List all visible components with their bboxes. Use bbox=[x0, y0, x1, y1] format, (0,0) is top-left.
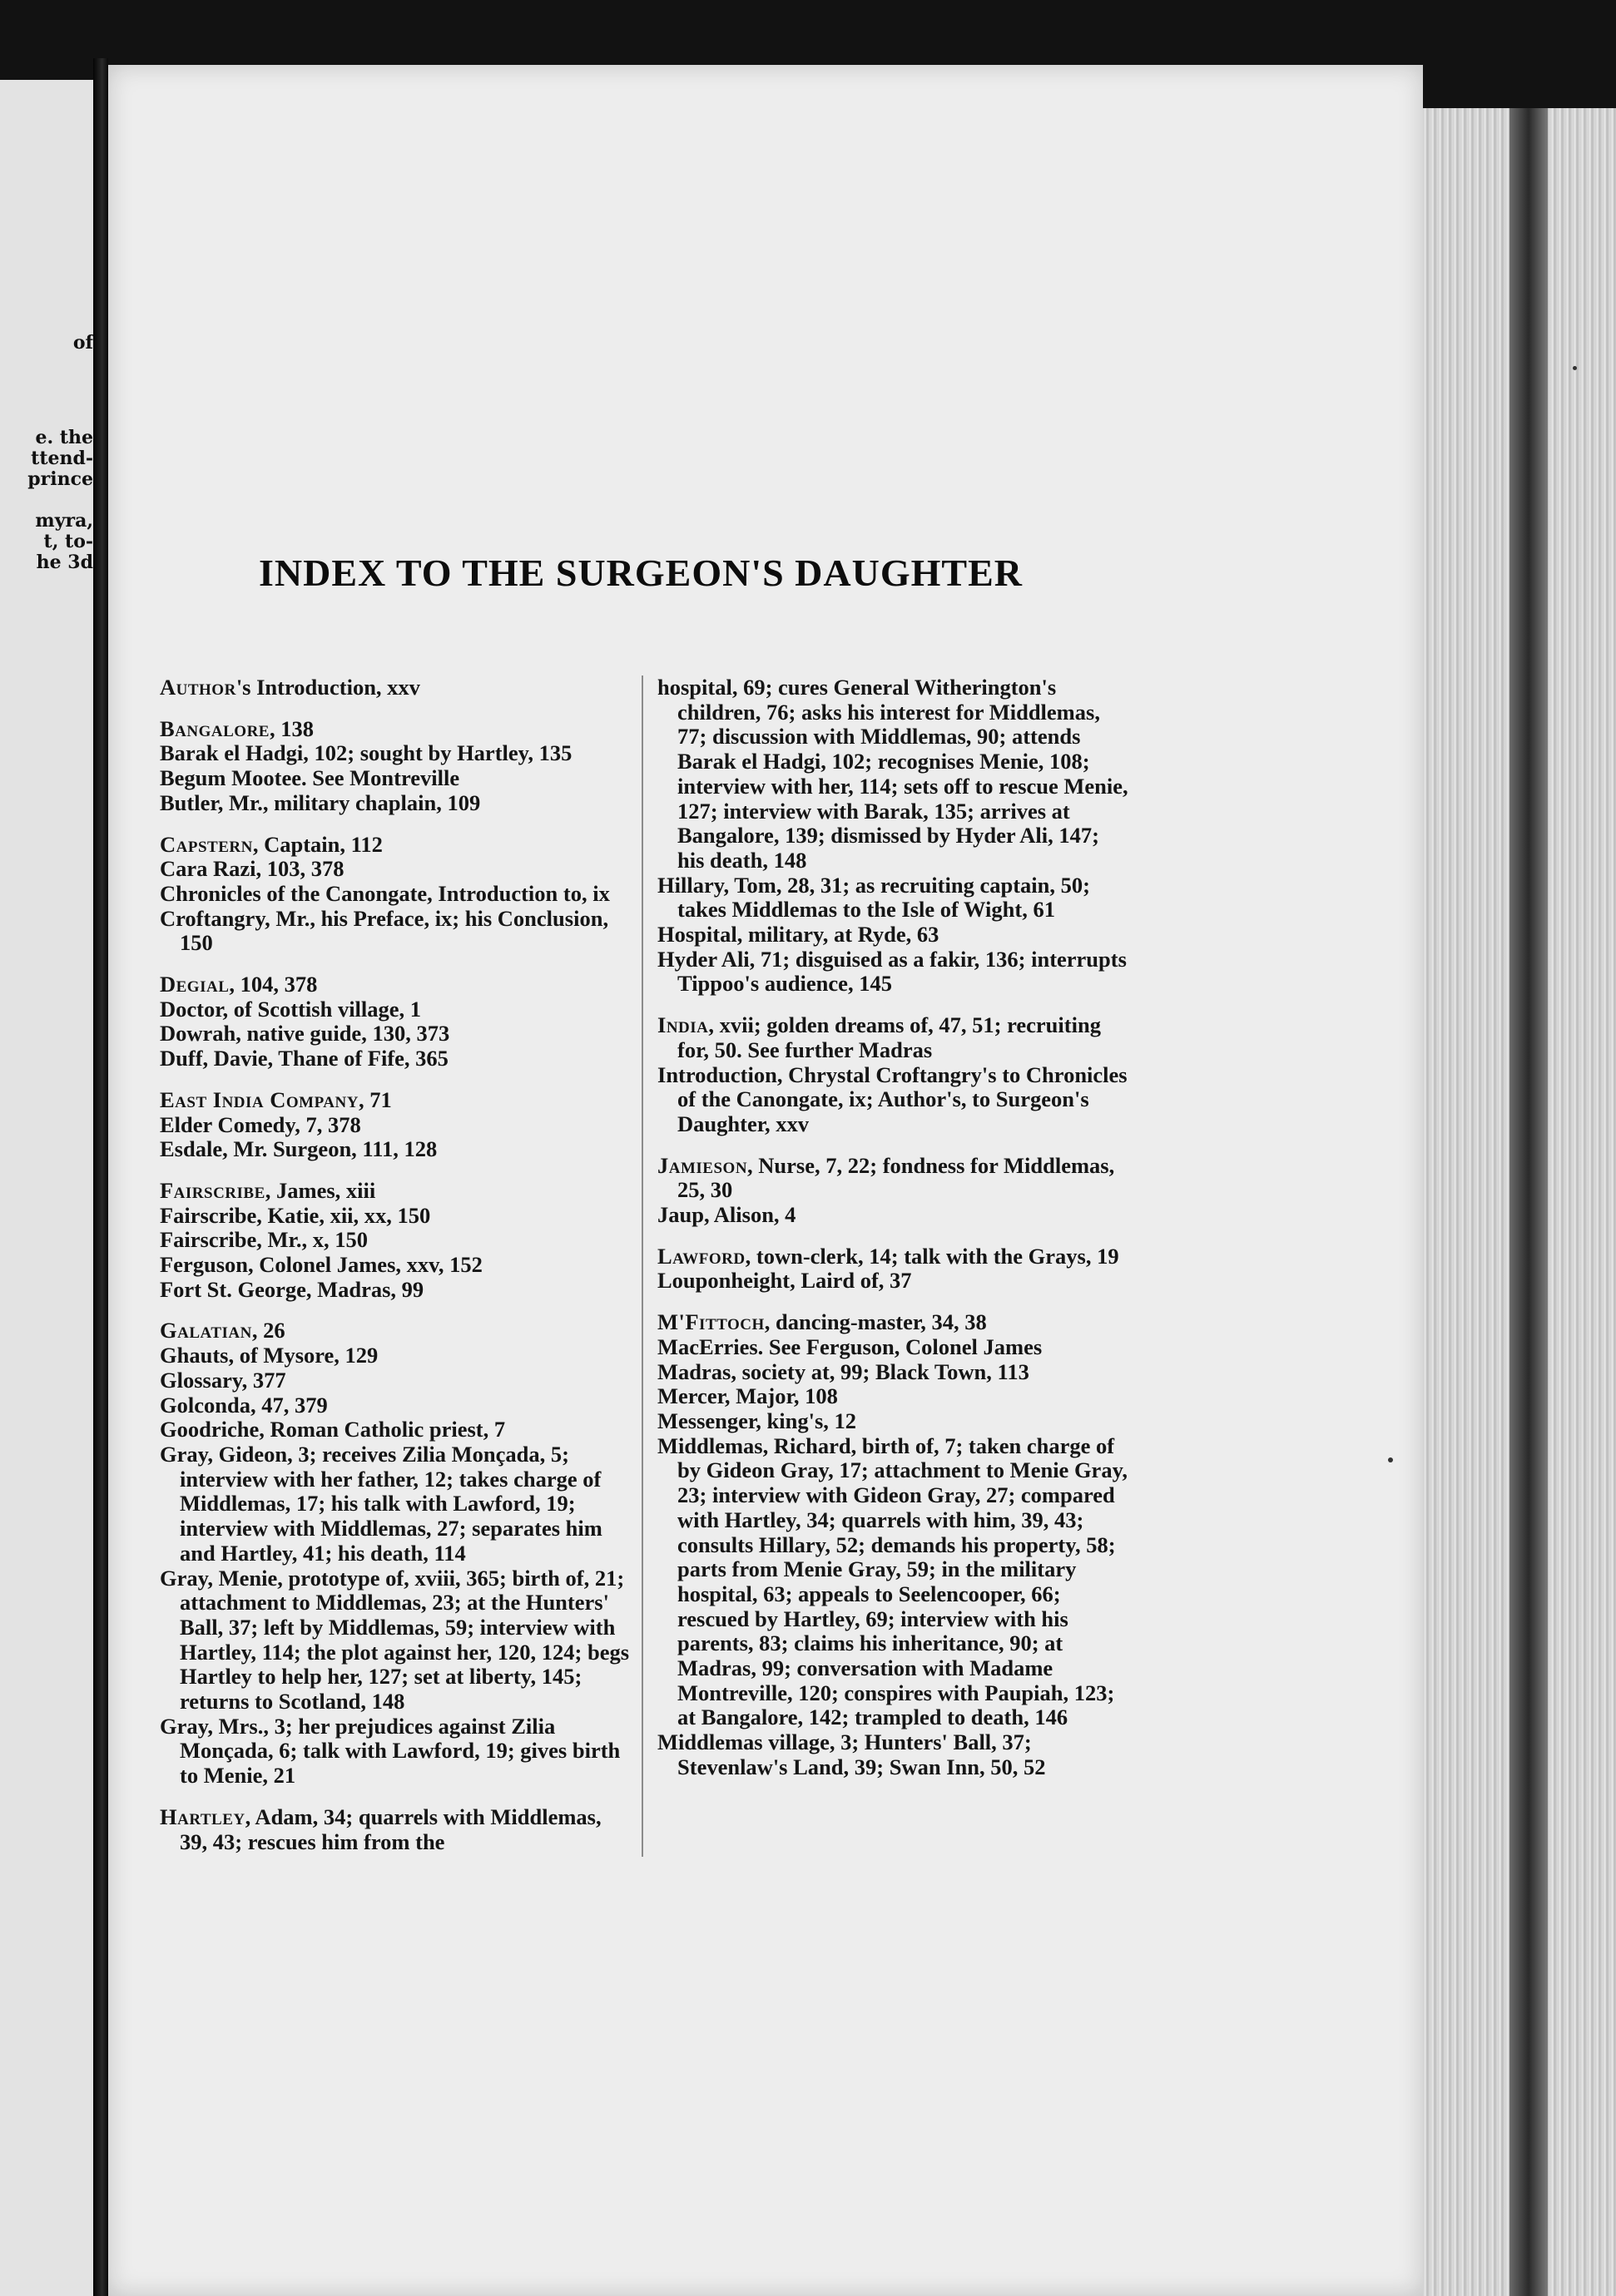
index-entry bbox=[657, 1409, 1128, 1434]
index-entry bbox=[160, 907, 634, 956]
index-entry bbox=[160, 1179, 634, 1204]
index-column-right bbox=[657, 675, 1128, 1797]
index-entry-text: Cara Razi, 103, 378 bbox=[160, 856, 345, 882]
index-entry-text: , 26 bbox=[251, 1318, 285, 1343]
index-entry bbox=[160, 1047, 634, 1071]
index-entry-head: Lawford bbox=[657, 1243, 746, 1269]
index-entry bbox=[160, 882, 634, 907]
index-entry-head: India bbox=[657, 1012, 709, 1038]
index-entry bbox=[160, 972, 634, 997]
index-entry bbox=[657, 1434, 1128, 1730]
index-entry-text: Messenger, king's, 12 bbox=[657, 1408, 857, 1433]
index-entry-text: hospital, 69; cures General Witherington's children, 76; asks his interest for Middlemas, 77; discussion with Middlemas, 90; attends Barak el Hadgi, 102; recognises Menie, 108; interview with her, 114; sets off to rescue Menie, 127; interview with Barak, 135; arrives at Bangalore, 139; dismissed by Hyder Ali, 147; his death, 148 bbox=[657, 675, 1128, 873]
index-entry-text: Louponheight, Laird of, 37 bbox=[657, 1268, 912, 1294]
index-entry-text: , xvii; golden dreams of, 47, 51; recruiting for, 50. See further Madras bbox=[677, 1012, 1101, 1062]
index-letter-group bbox=[657, 1154, 1128, 1228]
index-entry bbox=[657, 1063, 1128, 1137]
index-letter-group bbox=[160, 1319, 634, 1788]
left-page-fragment: myra, bbox=[35, 510, 93, 532]
index-entry-text: Duff, Davie, Thane of Fife, 365 bbox=[160, 1046, 449, 1071]
index-entry bbox=[657, 1203, 1128, 1228]
index-entry-text: Fort St. George, Madras, 99 bbox=[160, 1276, 424, 1302]
index-entry bbox=[657, 873, 1128, 923]
index-entry-text: Introduction, Chrystal Croftangry's to Chronicles of the Canongate, ix; Author's, to Surgeon's Daughter, xxv bbox=[657, 1061, 1128, 1136]
left-page-fragment: e. the bbox=[35, 427, 93, 448]
index-entry bbox=[657, 923, 1128, 948]
index-entry-text: , dancing-master, 34, 38 bbox=[764, 1309, 987, 1335]
index-letter-group bbox=[657, 1310, 1128, 1779]
index-entry bbox=[160, 1715, 634, 1789]
index-entry-head: Jamieson bbox=[657, 1152, 748, 1178]
index-letter-group bbox=[160, 675, 634, 700]
index-entry-text: Fairscribe, Mr., x, 150 bbox=[160, 1227, 368, 1253]
index-entry bbox=[160, 766, 634, 791]
index-entry bbox=[160, 1319, 634, 1343]
page-title: INDEX TO THE SURGEON'S DAUGHTER bbox=[258, 552, 1023, 594]
index-entry-text: , town-clerk, 14; talk with the Grays, 19 bbox=[745, 1243, 1119, 1269]
index-entry bbox=[657, 1384, 1128, 1409]
index-entry-head: Galatian bbox=[160, 1318, 252, 1343]
index-entry bbox=[657, 948, 1128, 997]
speck bbox=[1388, 1457, 1393, 1462]
index-entry-text: Dowrah, native guide, 130, 373 bbox=[160, 1021, 450, 1047]
index-entry bbox=[160, 1343, 634, 1368]
index-entry-text: Hillary, Tom, 28, 31; as recruiting captain, 50; takes Middlemas to the Isle of Wight, 61 bbox=[657, 872, 1090, 923]
index-letter-group bbox=[657, 1244, 1128, 1294]
index-letter-group bbox=[160, 1179, 634, 1303]
index-entry-text: Madras, society at, 99; Black Town, 113 bbox=[657, 1358, 1029, 1384]
index-entry-text: Middlemas village, 3; Hunters' Ball, 37; Stevenlaw's Land, 39; Swan Inn, 50, 52 bbox=[657, 1729, 1046, 1779]
index-entry-text: Gray, Menie, prototype of, xviii, 365; birth of, 21; attachment to Middlemas, 23; at the Hunters' Ball, 37; left by Middlemas, 59; interview with Hartley, 114; the plot against her, 120, 124; begs Hartley to help her, 127; set at liberty, 145; returns to Scotland, 148 bbox=[160, 1565, 630, 1715]
speck bbox=[1573, 366, 1577, 370]
index-entry-text: Gray, Gideon, 3; receives Zilia Monçada, 5; interview with her father, 12; takes charge of Middlemas, 17; his talk with Lawford, 19; interview with Middlemas, 27; separates him and Hartley, 41; his death, 114 bbox=[160, 1441, 602, 1566]
index-entry bbox=[657, 1310, 1128, 1335]
index-entry-text: Hospital, military, at Ryde, 63 bbox=[657, 922, 939, 948]
index-entry bbox=[160, 791, 634, 816]
index-entry-head: Capstern bbox=[160, 831, 253, 857]
index-entry bbox=[160, 1442, 634, 1566]
index-entry bbox=[160, 1393, 634, 1418]
index-entry bbox=[160, 1113, 634, 1138]
index-entry bbox=[160, 1805, 634, 1854]
index-entry-text: Croftangry, Mr., his Preface, ix; his Conclusion, 150 bbox=[160, 905, 609, 956]
index-entry-text: Glossary, 377 bbox=[160, 1367, 286, 1393]
left-page-fragment: prince bbox=[27, 468, 93, 490]
index-entry bbox=[160, 833, 634, 858]
index-entry-text: Esdale, Mr. Surgeon, 111, 128 bbox=[160, 1136, 438, 1162]
right-page-edges bbox=[1423, 108, 1616, 2296]
index-entry bbox=[160, 857, 634, 882]
index-entry-text: Middlemas, Richard, birth of, 7; taken charge of by Gideon Gray, 17; attachment to Menie Gray, 23; interview with Gideon Gray, 27; compared with Hartley, 34; quarrels with him, 39, 43; consults Hillary, 52; demands his property, 58; parts from Menie Gray, 59; in the military hospital, 63; appeals to Seelencooper, 66; rescued by Hartley, 69; interview with his parents, 83; claims his inheritance, 90; at Madras, 99; conversation with Madame Montreville, 120; conspires with Paupiah, 123; at Bangalore, 142; trampled to death, 146 bbox=[657, 1433, 1128, 1730]
index-entry-text: Doctor, of Scottish village, 1 bbox=[160, 996, 422, 1022]
index-entry bbox=[160, 1022, 634, 1047]
index-entry bbox=[657, 1269, 1128, 1294]
index-entry-head: Fairscribe bbox=[160, 1177, 265, 1203]
index-entry-text: , Adam, 34; quarrels with Middlemas, 39, 43; rescues him from the bbox=[180, 1804, 602, 1854]
index-entry bbox=[160, 997, 634, 1022]
left-page-fragment: he 3d bbox=[36, 552, 93, 573]
index-entry bbox=[160, 1418, 634, 1442]
index-column-left bbox=[160, 675, 634, 1871]
index-letter-group bbox=[160, 972, 634, 1071]
index-entry bbox=[657, 1360, 1128, 1385]
index-entry bbox=[160, 1278, 634, 1303]
book-gutter bbox=[93, 58, 108, 2296]
index-entry bbox=[657, 1154, 1128, 1203]
index-entry-text: Jaup, Alison, 4 bbox=[657, 1202, 796, 1228]
index-entry-head: Bangalore bbox=[160, 715, 270, 741]
index-entry-text: , 138 bbox=[269, 715, 314, 741]
index-entry-text: , 104, 378 bbox=[229, 972, 318, 997]
left-page-edge bbox=[0, 80, 93, 2296]
index-entry-text: Ferguson, Colonel James, xxv, 152 bbox=[160, 1252, 483, 1278]
index-entry-text: , 71 bbox=[358, 1086, 392, 1112]
index-entry bbox=[160, 1228, 634, 1253]
index-letter-group bbox=[657, 675, 1128, 997]
index-entry bbox=[657, 1244, 1128, 1269]
index-entry-head: Hartley bbox=[160, 1804, 245, 1829]
left-page-fragment: ttend- bbox=[31, 448, 93, 469]
index-entry-text: , Captain, 112 bbox=[252, 831, 383, 857]
index-entry-text: Barak el Hadgi, 102; sought by Hartley, 135 bbox=[160, 740, 573, 766]
index-entry bbox=[160, 1088, 634, 1113]
index-letter-group bbox=[160, 1805, 634, 1854]
index-entry bbox=[160, 1566, 634, 1715]
index-entry bbox=[657, 1013, 1128, 1062]
index-letter-group bbox=[657, 1013, 1128, 1137]
index-entry-text: , James, xiii bbox=[265, 1177, 376, 1203]
column-divider bbox=[642, 675, 643, 1857]
index-entry-text: , Nurse, 7, 22; fondness for Middlemas, 25, 30 bbox=[677, 1152, 1115, 1203]
index-entry-text: Golconda, 47, 379 bbox=[160, 1392, 328, 1418]
index-entry bbox=[160, 1253, 634, 1278]
index-letter-group bbox=[160, 833, 634, 957]
index-entry-head: M'Fittoch bbox=[657, 1309, 765, 1335]
index-entry-text: Chronicles of the Canongate, Introduction to, ix bbox=[160, 880, 610, 906]
index-entry-text: MacErries. See Ferguson, Colonel James bbox=[657, 1334, 1043, 1359]
index-entry-head: East India Company bbox=[160, 1086, 359, 1112]
index-entry bbox=[657, 675, 1128, 873]
index-entry bbox=[657, 1335, 1128, 1360]
index-entry-text: Butler, Mr., military chaplain, 109 bbox=[160, 789, 481, 815]
index-entry-text: Goodriche, Roman Catholic priest, 7 bbox=[160, 1417, 506, 1442]
left-page-fragment: of bbox=[72, 332, 93, 354]
index-entry bbox=[160, 1368, 634, 1393]
index-entry-text: 's Introduction, xxv bbox=[235, 675, 420, 700]
index-entry-text: Mercer, Major, 108 bbox=[657, 1383, 838, 1409]
index-entry-text: Gray, Mrs., 3; her prejudices against Zilia Monçada, 6; talk with Lawford, 19; gives birth to Menie, 21 bbox=[160, 1713, 621, 1789]
index-entry bbox=[657, 1730, 1128, 1779]
index-entry bbox=[160, 675, 634, 700]
left-page-fragment: t, to- bbox=[43, 531, 93, 552]
index-entry bbox=[160, 741, 634, 766]
index-entry bbox=[160, 717, 634, 742]
index-entry-text: Fairscribe, Katie, xii, xx, 150 bbox=[160, 1202, 431, 1228]
index-entry bbox=[160, 1204, 634, 1229]
index-entry-text: Begum Mootee. See Montreville bbox=[160, 765, 460, 791]
binding-shadow bbox=[1509, 108, 1548, 2296]
index-letter-group bbox=[160, 717, 634, 816]
index-entry-text: Elder Comedy, 7, 378 bbox=[160, 1111, 361, 1137]
index-entry-text: Ghauts, of Mysore, 129 bbox=[160, 1343, 379, 1368]
index-entry-head: Degial bbox=[160, 972, 230, 997]
index-entry bbox=[160, 1137, 634, 1162]
index-entry-text: Hyder Ali, 71; disguised as a fakir, 136; interrupts Tippoo's audience, 145 bbox=[657, 946, 1127, 997]
index-entry-head: Author bbox=[160, 675, 236, 700]
index-letter-group bbox=[160, 1088, 634, 1162]
